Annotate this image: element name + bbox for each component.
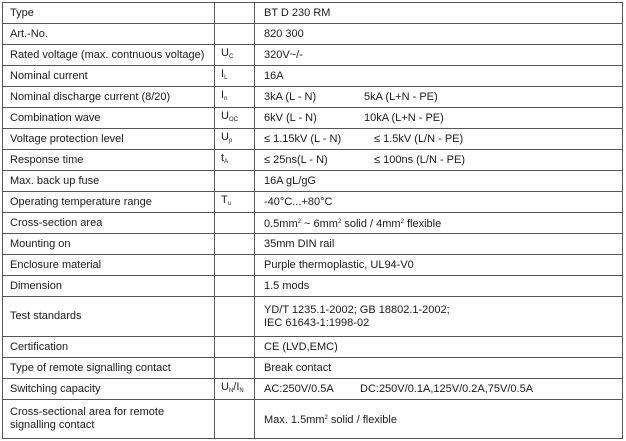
table-row <box>3 24 623 45</box>
row-label: Test standards <box>3 297 215 337</box>
row-value: Purple thermoplastic, UL94-V0 <box>255 255 623 276</box>
value-pe: ≤ 1.5kV (L/N - PE) <box>374 132 464 145</box>
row-label: Combination wave <box>3 108 215 129</box>
value-ac: AC:250V/0.5A <box>264 382 334 395</box>
value-line: IEC 61643-1:1998-02 <box>264 316 370 329</box>
row-value: BT D 230 RM <box>255 3 623 24</box>
row-value: 16A <box>255 66 623 87</box>
value-l-n: 6kV (L - N) <box>264 111 317 124</box>
row-label: Mounting on <box>3 234 215 255</box>
row-label: Operating temperature range <box>3 192 215 213</box>
row-label: Switching capacity <box>3 379 215 400</box>
row-symbol <box>215 45 255 66</box>
value-superscript: 2 <box>400 218 404 225</box>
value-part: 0.5mm <box>264 217 298 230</box>
value-l-n: 3kA (L - N) <box>264 90 317 103</box>
row-label: Response time <box>3 150 215 171</box>
table-row <box>3 276 623 297</box>
value-part: ~ 6mm <box>300 217 338 230</box>
row-value: 35mm DIN rail <box>255 234 623 255</box>
row-symbol <box>215 24 255 45</box>
symbol-main: U <box>221 130 229 143</box>
value-part: flexible <box>403 217 442 230</box>
row-label: Type <box>3 3 215 24</box>
symbol-subscript: n <box>224 95 228 102</box>
label-line: Cross-sectional area for remote <box>10 406 165 418</box>
symbol-subscript: u <box>227 200 232 207</box>
label-line: signalling contact <box>10 419 95 431</box>
table-row <box>3 3 623 24</box>
row-label: Rated voltage (max. contnuous voltage) <box>3 45 215 66</box>
row-symbol <box>215 108 255 129</box>
row-symbol <box>215 358 255 379</box>
value-superscript: 2 <box>337 218 342 225</box>
table-row <box>3 87 623 108</box>
row-value: 820 300 <box>255 24 623 45</box>
value-dc: DC:250V/0.1A,125V/0.2A,75V/0.5A <box>360 382 534 395</box>
row-value: 1.5 mods <box>255 276 623 297</box>
row-label: Type of remote signalling contact <box>3 358 215 379</box>
value-line: YD/T 1235.1-2002; GB 18802.1-2002; <box>264 303 450 316</box>
table-row <box>3 379 623 400</box>
symbol-subscript: N <box>228 387 234 394</box>
row-symbol <box>215 87 255 108</box>
value-part: solid / flexible <box>327 413 397 426</box>
row-label: Dimension <box>3 276 215 297</box>
row-label: Voltage protection level <box>3 129 215 150</box>
symbol-subscript: p <box>228 137 233 144</box>
row-value: CE (LVD,EMC) <box>255 337 623 358</box>
row-symbol <box>215 171 255 192</box>
symbol-subscript: A <box>224 158 229 165</box>
row-symbol <box>215 234 255 255</box>
table-row <box>3 45 623 66</box>
value-pe: 5kA (L+N - PE) <box>364 90 438 103</box>
value-part: solid / 4mm <box>341 217 401 230</box>
row-label: Max. back up fuse <box>3 171 215 192</box>
symbol-main: T <box>221 193 228 206</box>
table-row <box>3 234 623 255</box>
row-value: Break contact <box>255 358 623 379</box>
symbol-main: I <box>221 88 225 101</box>
row-label <box>3 400 215 439</box>
specification-table <box>2 2 623 439</box>
row-value <box>255 129 623 150</box>
symbol-subscript: L <box>224 74 228 81</box>
row-label: Cross-section area <box>3 213 215 234</box>
row-symbol <box>215 3 255 24</box>
value-superscript: 2 <box>324 414 328 421</box>
row-value <box>255 108 623 129</box>
symbol-subscript: OC <box>228 116 238 123</box>
symbol-subscript: N <box>239 387 244 394</box>
value-l-n: ≤ 25ns(L - N) <box>264 153 328 166</box>
table-row <box>3 150 623 171</box>
row-symbol <box>215 192 255 213</box>
row-symbol <box>215 129 255 150</box>
value-pe: 10kA (L+N - PE) <box>364 111 444 124</box>
row-value <box>255 87 623 108</box>
row-value <box>255 400 623 439</box>
value-pe: ≤ 100ns (L/N - PE) <box>374 153 466 166</box>
row-value <box>255 297 623 337</box>
row-value: -40°C...+80°C <box>255 192 623 213</box>
symbol-subscript: C <box>228 53 234 60</box>
row-value <box>255 379 623 400</box>
value-part: Max. 1.5mm <box>264 413 325 426</box>
row-symbol <box>215 297 255 337</box>
row-symbol <box>215 379 255 400</box>
table-row <box>3 297 623 337</box>
symbol-main: t <box>221 151 225 164</box>
row-label: Art.-No. <box>3 24 215 45</box>
row-symbol <box>215 400 255 439</box>
row-label: Nominal discharge current (8/20) <box>3 87 215 108</box>
row-symbol <box>215 255 255 276</box>
symbol-main: U <box>221 46 229 59</box>
symbol-main: U <box>221 380 229 393</box>
symbol-main: U <box>221 109 229 122</box>
value-l-n: ≤ 1.15kV (L - N) <box>264 132 342 145</box>
symbol-separator: /I <box>233 380 240 393</box>
row-value: 320V~/- <box>255 45 623 66</box>
row-symbol <box>215 66 255 87</box>
row-value: 16A gL/gG <box>255 171 623 192</box>
table-row <box>3 255 623 276</box>
row-value <box>255 213 623 234</box>
table-row <box>3 129 623 150</box>
value-superscript: 2 <box>297 218 301 225</box>
row-label: Nominal current <box>3 66 215 87</box>
table-row <box>3 171 623 192</box>
row-value <box>255 150 623 171</box>
symbol-main: I <box>221 67 225 80</box>
row-label: Certification <box>3 337 215 358</box>
row-symbol <box>215 213 255 234</box>
row-symbol <box>215 337 255 358</box>
table-row <box>3 213 623 234</box>
row-symbol <box>215 150 255 171</box>
table-row <box>3 337 623 358</box>
table-row <box>3 400 623 439</box>
table-row <box>3 108 623 129</box>
row-label: Enclosure material <box>3 255 215 276</box>
table-row <box>3 192 623 213</box>
table-row <box>3 66 623 87</box>
table-row <box>3 358 623 379</box>
row-symbol <box>215 276 255 297</box>
